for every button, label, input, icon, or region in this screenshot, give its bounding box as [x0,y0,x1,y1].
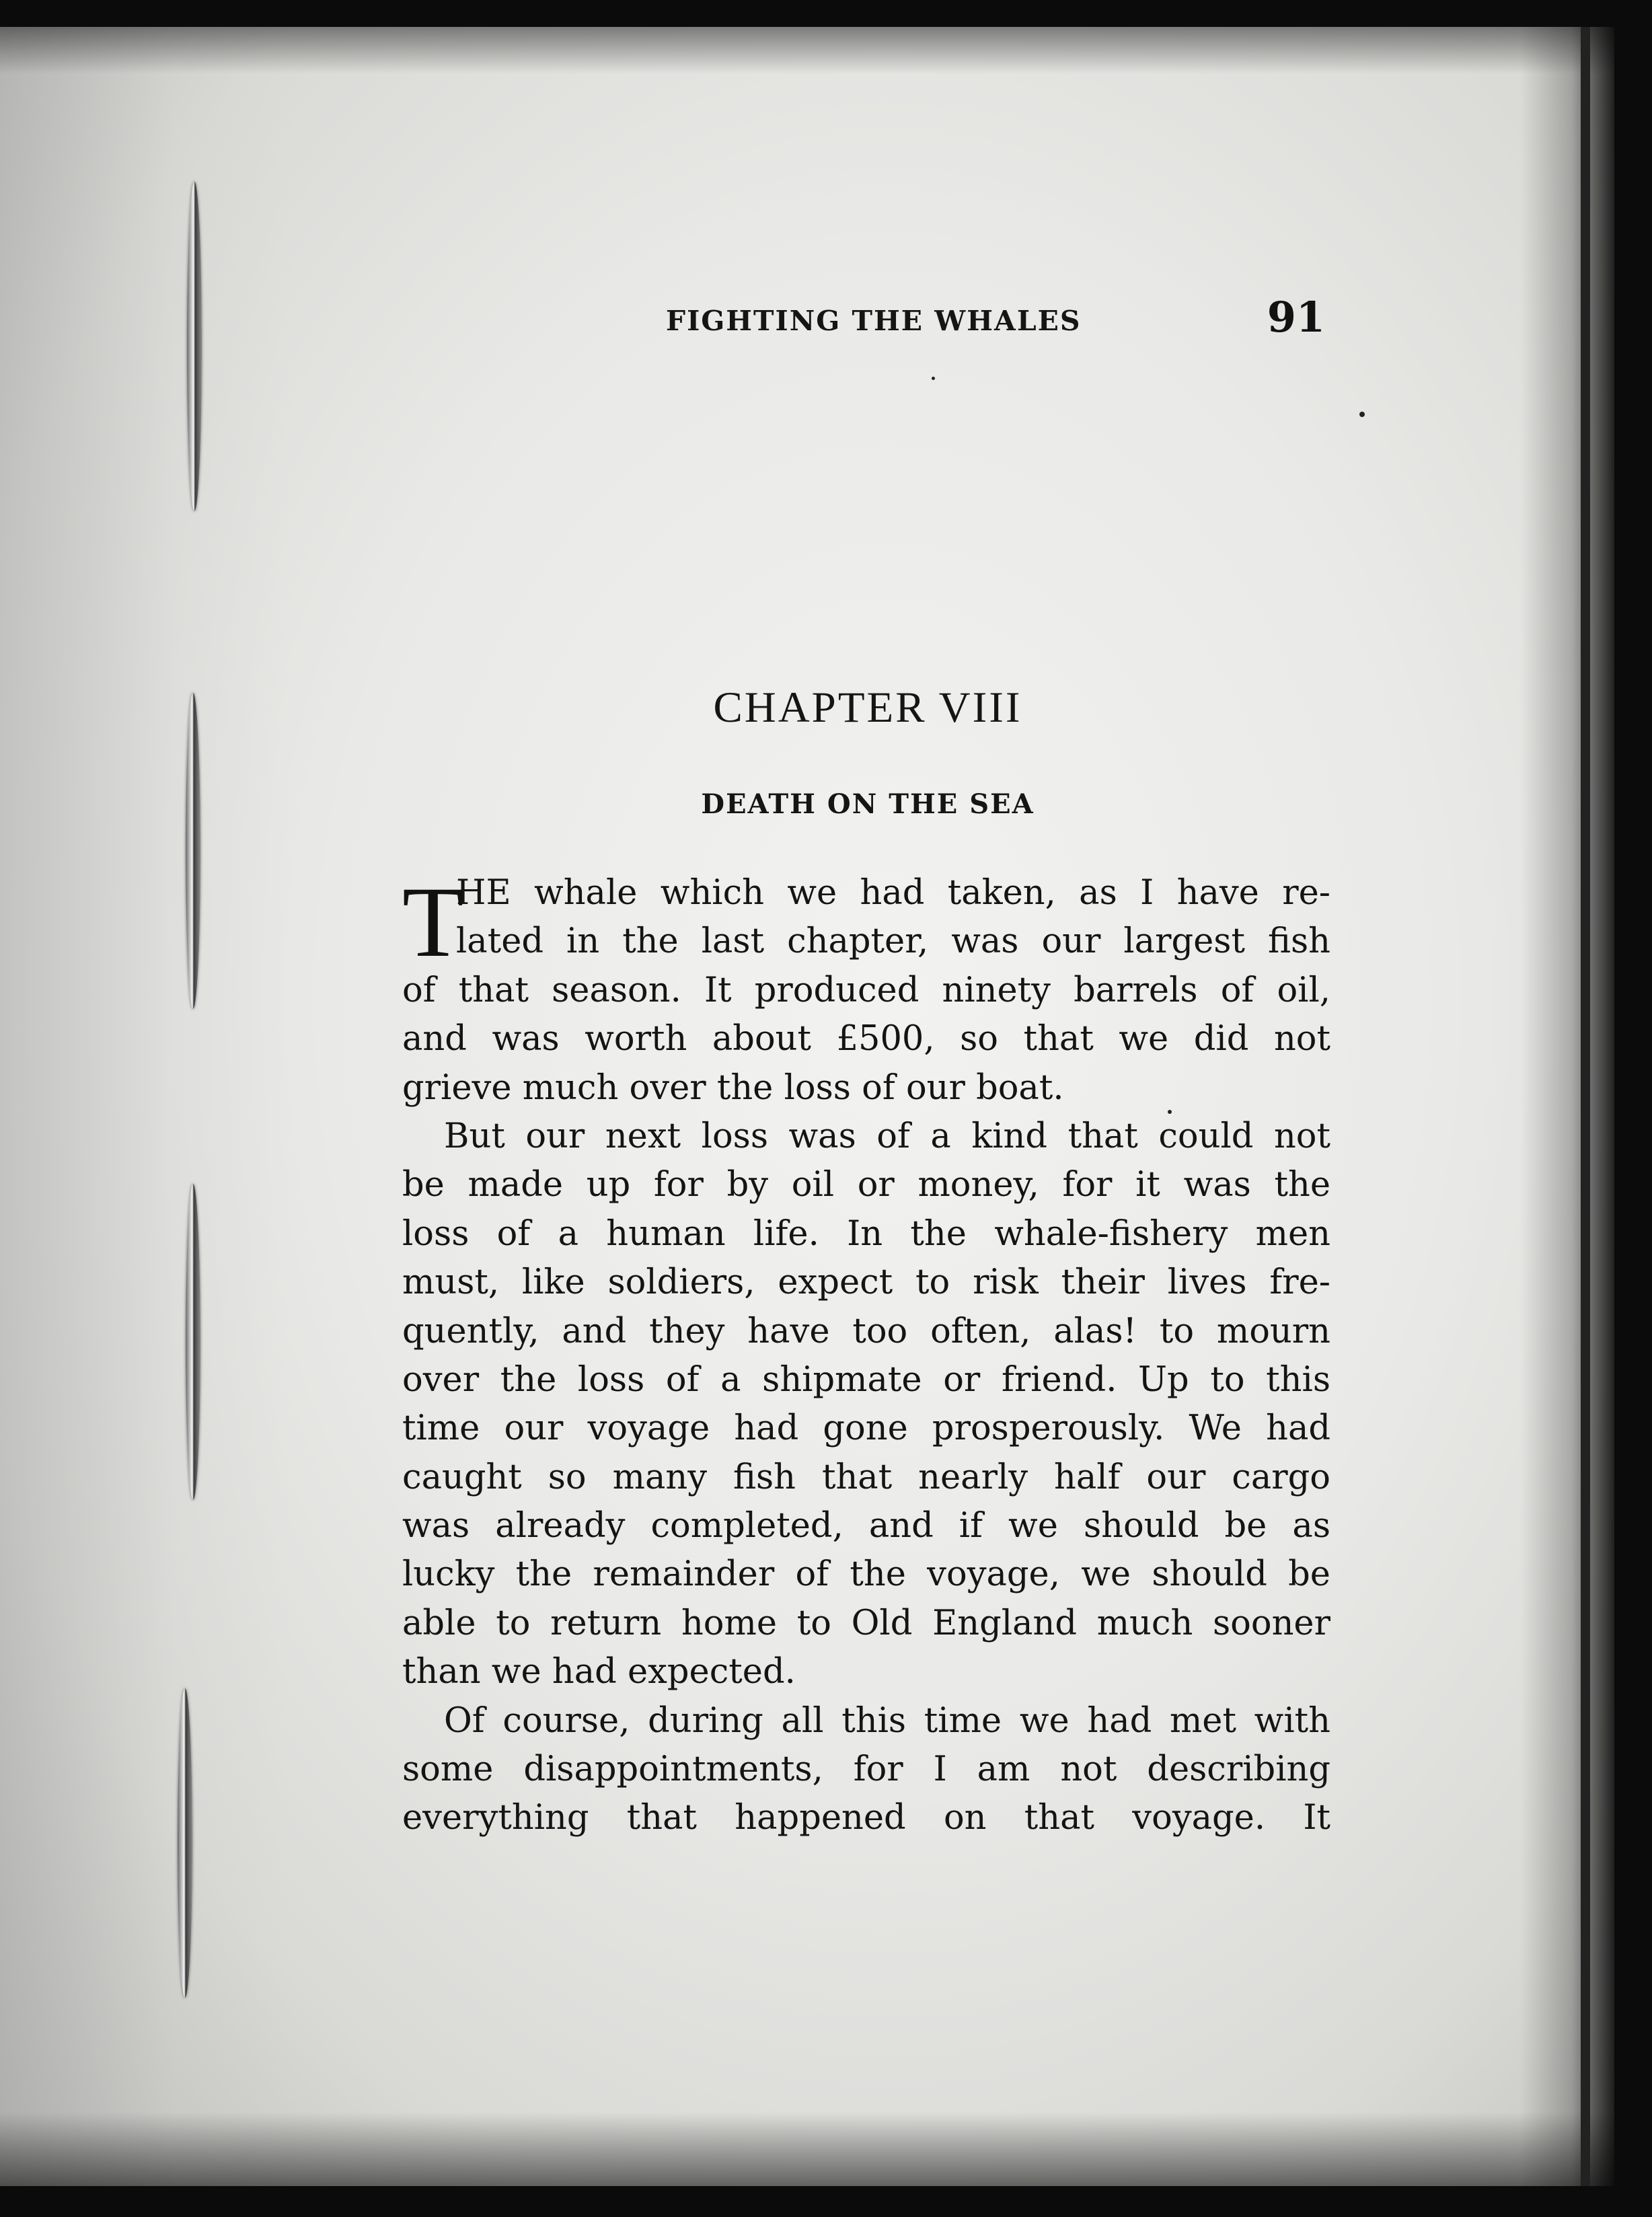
binding-stitch [187,182,202,511]
drop-cap: T [402,866,464,978]
body-text [402,866,1330,1843]
page-shadow [0,27,1614,74]
book-page [0,27,1614,2186]
page-shadow [0,2112,1614,2186]
page-number: 91 [1267,293,1325,342]
binding-stitch [186,1184,200,1500]
text-line: lated in the last chapter, was our largest fish [456,922,1330,962]
text-line: But our next loss was of a kind that could not [444,1116,1330,1156]
chapter-subtitle: DEATH ON THE SEA [701,788,1035,820]
running-title: FIGHTING THE WHALES [666,305,1082,337]
binding-stitch [178,1688,192,1998]
text-line: and was worth about £500, so that we did not [402,1019,1330,1059]
text-line: must, like soldiers, expect to risk their lives fre- [402,1263,1330,1303]
ink-speck [1359,412,1365,417]
running-head [404,293,1332,346]
text-line: caught so many fish that nearly half our cargo [402,1457,1330,1497]
text-line: was already completed, and if we should be as [402,1506,1330,1546]
text-line: over the loss of a shipmate or friend. Up to this [402,1359,1330,1400]
text-line: HE whale which we had taken, as I have re- [456,873,1330,913]
text-line: lucky the remainder of the voyage, we should be [402,1554,1330,1595]
chapter-title: CHAPTER VIII [713,683,1022,732]
text-line: Of course, during all this time we had met with [444,1700,1330,1741]
binding-stitch [186,693,200,1009]
ink-speck [932,377,935,380]
text-line: grieve much over the loss of our boat. [402,1067,1064,1108]
binding-gutter [0,27,289,2186]
text-line: quently, and they have too often, alas! to mourn [402,1311,1330,1351]
text-line: of that season. It produced ninety barrels of oil, [402,970,1330,1010]
text-line: able to return home to Old England much sooner [402,1603,1330,1643]
page-edge [1581,27,1590,2186]
text-line: time our voyage had gone prosperously. We had [402,1408,1330,1449]
page-shadow [1520,27,1614,2186]
text-line: everything that happened on that voyage. It [402,1798,1330,1838]
text-line: some disappointments, for I am not describing [402,1750,1330,1790]
text-line: loss of a human life. In the whale-fishery men [402,1213,1330,1254]
text-line: be made up for by oil or money, for it was the [402,1165,1330,1205]
text-line: than we had expected. [402,1652,796,1692]
